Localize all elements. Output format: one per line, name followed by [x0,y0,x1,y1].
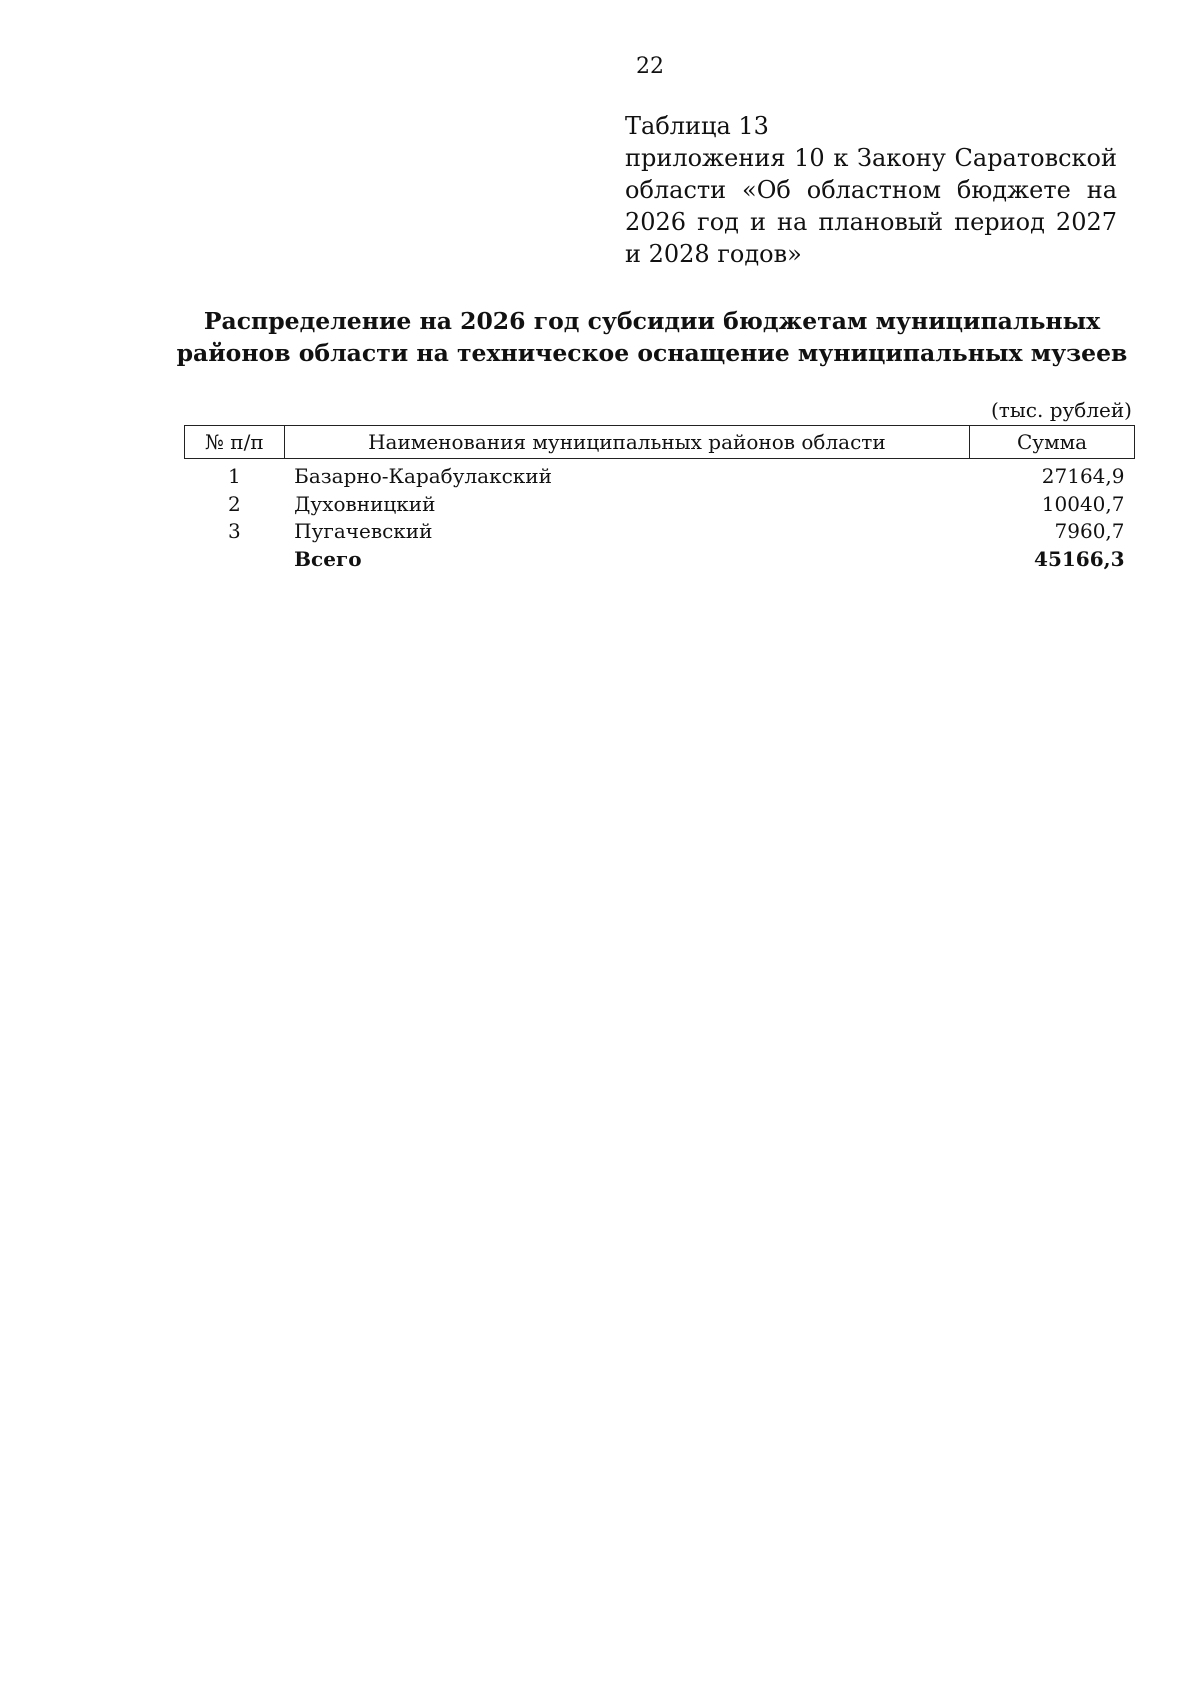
row-number: 2 [227,491,241,516]
total-sum: 45166,3 [1034,546,1125,571]
units-label: (тыс. рублей) [991,398,1132,422]
row-number: 3 [227,519,241,543]
subsidy-table [184,425,1135,573]
row-sum: 10040,7 [1041,491,1125,516]
table-header-row [185,426,1135,459]
appendix-label: Таблица 13 [625,112,769,140]
row-number: 1 [227,464,241,488]
row-district-name: Пугачевский [294,519,433,543]
row-district-name: Базарно-Карабулакский [294,464,552,488]
table-total-row [185,546,1135,574]
page-number: 22 [636,54,664,79]
document-title-line-2: районов области на техническое оснащение муниципальных музеев [176,339,1128,367]
header-number: № п/п [185,426,285,459]
header-district-name: Наименования муниципальных районов области [284,426,969,459]
table-row [185,459,1135,491]
row-district-name: Духовницкий [294,491,436,516]
appendix-text: приложения 10 к Закону Саратовской области «Об областном бюджете на 2026 год и на плановый период 2027 и 2028 годов» [625,144,1117,268]
document-title [150,305,1154,369]
row-sum: 27164,9 [1041,464,1125,488]
total-label: Всего [294,546,362,571]
table-row [185,491,1135,519]
header-sum: Сумма [970,426,1135,459]
row-sum: 7960,7 [1054,519,1125,543]
total-number-cell [185,546,285,574]
appendix-reference [625,110,1117,270]
table-row [185,518,1135,546]
document-title-line-1: Распределение на 2026 год субсидии бюджетам муниципальных [203,307,1101,335]
